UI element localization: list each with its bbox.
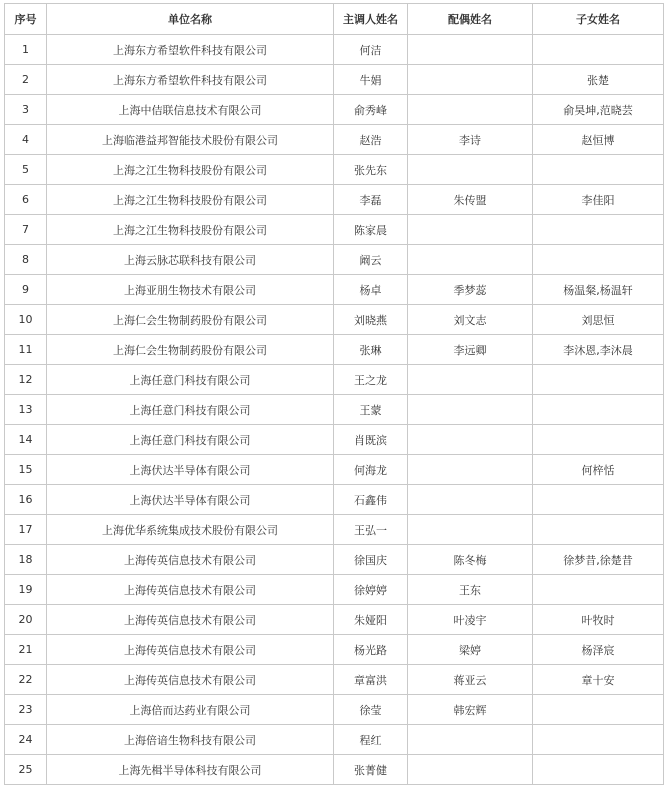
cell-children-names [533, 395, 664, 425]
cell-children-names: 何梓恬 [533, 455, 664, 485]
cell-lead-name: 张菁健 [334, 755, 408, 785]
table-row [5, 125, 664, 155]
cell-index: 6 [5, 185, 47, 215]
cell-children-names: 章十安 [533, 665, 664, 695]
cell-lead-name: 陈家晨 [334, 215, 408, 245]
cell-company: 上海任意门科技有限公司 [47, 425, 334, 455]
cell-company: 上海先楫半导体科技有限公司 [47, 755, 334, 785]
cell-children-names [533, 155, 664, 185]
table-row [5, 335, 664, 365]
cell-company: 上海之江生物科技股份有限公司 [47, 215, 334, 245]
cell-spouse-name [408, 455, 533, 485]
cell-spouse-name [408, 35, 533, 65]
cell-company: 上海伏达半导体有限公司 [47, 455, 334, 485]
table-row [5, 395, 664, 425]
cell-index: 5 [5, 155, 47, 185]
cell-lead-name: 牛娟 [334, 65, 408, 95]
cell-company: 上海亚朋生物技术有限公司 [47, 275, 334, 305]
cell-index: 11 [5, 335, 47, 365]
cell-index: 20 [5, 605, 47, 635]
cell-company: 上海传英信息技术有限公司 [47, 545, 334, 575]
cell-company: 上海仁会生物制药股份有限公司 [47, 335, 334, 365]
cell-children-names: 叶牧时 [533, 605, 664, 635]
cell-spouse-name [408, 395, 533, 425]
cell-lead-name: 徐婷婷 [334, 575, 408, 605]
header-spouse-name: 配偶姓名 [408, 4, 533, 35]
table-row [5, 425, 664, 455]
cell-children-names: 杨温粲,杨温轩 [533, 275, 664, 305]
table-row [5, 635, 664, 665]
cell-company: 上海优华系统集成技术股份有限公司 [47, 515, 334, 545]
table-row [5, 755, 664, 785]
cell-index: 17 [5, 515, 47, 545]
cell-lead-name: 章富洪 [334, 665, 408, 695]
table-row [5, 665, 664, 695]
cell-children-names: 俞昊坤,范晓芸 [533, 95, 664, 125]
cell-index: 24 [5, 725, 47, 755]
table-row [5, 95, 664, 125]
cell-index: 23 [5, 695, 47, 725]
header-children-names: 子女姓名 [533, 4, 664, 35]
cell-company: 上海云脉芯联科技有限公司 [47, 245, 334, 275]
cell-spouse-name [408, 365, 533, 395]
cell-children-names [533, 245, 664, 275]
cell-spouse-name: 王东 [408, 575, 533, 605]
cell-spouse-name [408, 425, 533, 455]
cell-children-names: 杨泽宸 [533, 635, 664, 665]
cell-company: 上海传英信息技术有限公司 [47, 635, 334, 665]
table-row [5, 545, 664, 575]
cell-index: 7 [5, 215, 47, 245]
cell-lead-name: 石鑫伟 [334, 485, 408, 515]
cell-spouse-name [408, 155, 533, 185]
cell-children-names [533, 755, 664, 785]
cell-company: 上海任意门科技有限公司 [47, 365, 334, 395]
cell-spouse-name: 刘文志 [408, 305, 533, 335]
cell-children-names [533, 485, 664, 515]
cell-company: 上海伏达半导体有限公司 [47, 485, 334, 515]
cell-index: 2 [5, 65, 47, 95]
table-row [5, 215, 664, 245]
table-row [5, 35, 664, 65]
cell-index: 21 [5, 635, 47, 665]
cell-lead-name: 张琳 [334, 335, 408, 365]
cell-spouse-name [408, 95, 533, 125]
cell-spouse-name: 季梦蕊 [408, 275, 533, 305]
table-row [5, 65, 664, 95]
cell-children-names [533, 575, 664, 605]
cell-children-names: 李佳阳 [533, 185, 664, 215]
cell-index: 1 [5, 35, 47, 65]
cell-spouse-name [408, 755, 533, 785]
cell-spouse-name: 叶凌宇 [408, 605, 533, 635]
cell-spouse-name: 陈冬梅 [408, 545, 533, 575]
table-row [5, 245, 664, 275]
table-row [5, 455, 664, 485]
table-row [5, 305, 664, 335]
cell-spouse-name [408, 485, 533, 515]
table-row [5, 185, 664, 215]
cell-spouse-name: 韩宏辉 [408, 695, 533, 725]
cell-children-names: 赵恒博 [533, 125, 664, 155]
cell-lead-name: 王之龙 [334, 365, 408, 395]
cell-lead-name: 程红 [334, 725, 408, 755]
cell-children-names [533, 725, 664, 755]
cell-index: 13 [5, 395, 47, 425]
header-company: 单位名称 [47, 4, 334, 35]
cell-spouse-name [408, 725, 533, 755]
table-row [5, 605, 664, 635]
cell-spouse-name [408, 65, 533, 95]
cell-index: 8 [5, 245, 47, 275]
table-row [5, 725, 664, 755]
cell-lead-name: 李磊 [334, 185, 408, 215]
cell-children-names: 张楚 [533, 65, 664, 95]
cell-spouse-name [408, 515, 533, 545]
table-row [5, 155, 664, 185]
cell-index: 22 [5, 665, 47, 695]
cell-lead-name: 肖既滨 [334, 425, 408, 455]
cell-index: 14 [5, 425, 47, 455]
cell-spouse-name [408, 215, 533, 245]
cell-company: 上海东方希望软件科技有限公司 [47, 65, 334, 95]
cell-index: 12 [5, 365, 47, 395]
header-index: 序号 [5, 4, 47, 35]
cell-company: 上海东方希望软件科技有限公司 [47, 35, 334, 65]
table-row [5, 695, 664, 725]
cell-company: 上海临港益邦智能技术股份有限公司 [47, 125, 334, 155]
cell-lead-name: 徐国庆 [334, 545, 408, 575]
cell-lead-name: 刘晓燕 [334, 305, 408, 335]
cell-spouse-name [408, 245, 533, 275]
cell-spouse-name: 朱传盟 [408, 185, 533, 215]
cell-children-names [533, 35, 664, 65]
cell-index: 18 [5, 545, 47, 575]
table-row [5, 575, 664, 605]
cell-index: 9 [5, 275, 47, 305]
cell-spouse-name: 李诗 [408, 125, 533, 155]
cell-company: 上海之江生物科技股份有限公司 [47, 185, 334, 215]
table-row [5, 515, 664, 545]
cell-company: 上海倍而达药业有限公司 [47, 695, 334, 725]
cell-lead-name: 朱娅阳 [334, 605, 408, 635]
cell-company: 上海之江生物科技股份有限公司 [47, 155, 334, 185]
cell-lead-name: 赵浩 [334, 125, 408, 155]
cell-index: 19 [5, 575, 47, 605]
cell-lead-name: 何海龙 [334, 455, 408, 485]
cell-lead-name: 王蒙 [334, 395, 408, 425]
cell-lead-name: 徐莹 [334, 695, 408, 725]
cell-spouse-name: 梁婷 [408, 635, 533, 665]
cell-children-names [533, 365, 664, 395]
cell-lead-name: 杨卓 [334, 275, 408, 305]
cell-index: 16 [5, 485, 47, 515]
cell-company: 上海任意门科技有限公司 [47, 395, 334, 425]
cell-company: 上海传英信息技术有限公司 [47, 575, 334, 605]
roster-table [4, 3, 664, 785]
cell-children-names [533, 695, 664, 725]
table-row [5, 365, 664, 395]
cell-lead-name: 俞秀峰 [334, 95, 408, 125]
cell-children-names: 徐梦昔,徐楚昔 [533, 545, 664, 575]
cell-children-names: 李沐恩,李沐晨 [533, 335, 664, 365]
cell-children-names [533, 425, 664, 455]
cell-lead-name: 阚云 [334, 245, 408, 275]
cell-company: 上海传英信息技术有限公司 [47, 605, 334, 635]
cell-index: 4 [5, 125, 47, 155]
cell-index: 25 [5, 755, 47, 785]
cell-children-names [533, 215, 664, 245]
header-lead-name: 主调人姓名 [334, 4, 408, 35]
cell-lead-name: 王弘一 [334, 515, 408, 545]
cell-index: 15 [5, 455, 47, 485]
cell-children-names: 刘思恒 [533, 305, 664, 335]
cell-index: 3 [5, 95, 47, 125]
cell-company: 上海传英信息技术有限公司 [47, 665, 334, 695]
cell-spouse-name: 李远卿 [408, 335, 533, 365]
cell-lead-name: 张先东 [334, 155, 408, 185]
cell-children-names [533, 515, 664, 545]
cell-lead-name: 杨光路 [334, 635, 408, 665]
cell-spouse-name: 蒋亚云 [408, 665, 533, 695]
cell-company: 上海中佶联信息技术有限公司 [47, 95, 334, 125]
cell-company: 上海仁会生物制药股份有限公司 [47, 305, 334, 335]
table-header-row [5, 4, 664, 35]
cell-company: 上海倍谙生物科技有限公司 [47, 725, 334, 755]
table-row [5, 275, 664, 305]
table-row [5, 485, 664, 515]
cell-lead-name: 何洁 [334, 35, 408, 65]
cell-index: 10 [5, 305, 47, 335]
